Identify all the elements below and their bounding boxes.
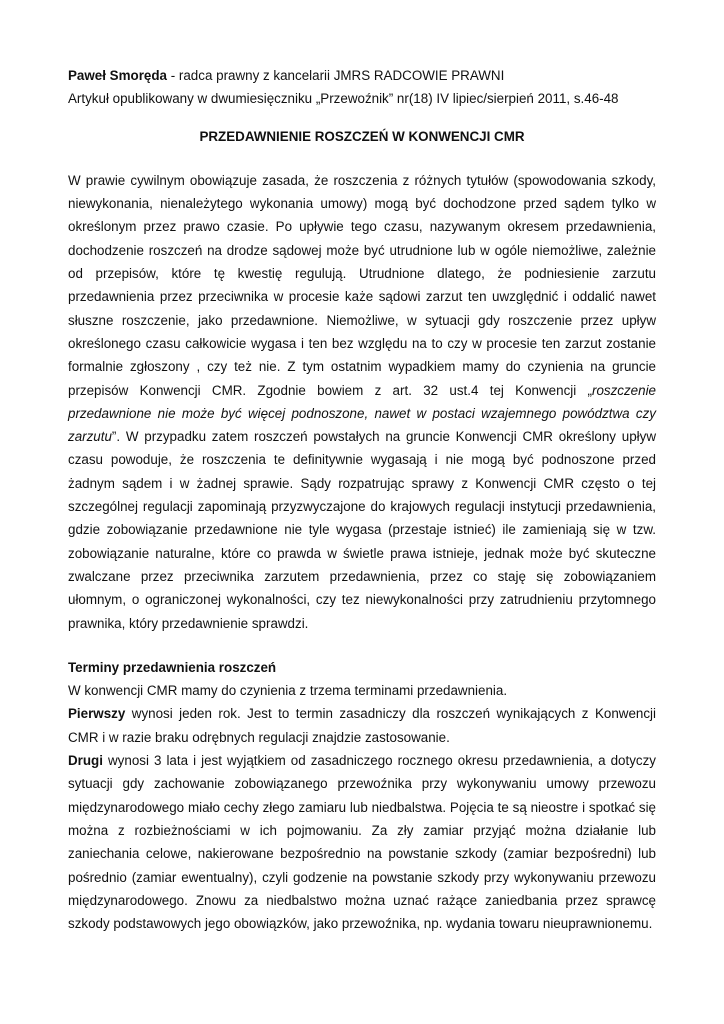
second-term-text: wynosi 3 lata i jest wyjątkiem od zasadniczego rocznego okresu przedawnienia, a dotyczy sytuacji gdy zachowanie zobowiązanego przewoźnika przy wykonywaniu umowy przewozu międzynarodowego miało cechy złego zamiaru lub niedbalstwa. Pojęcia te są nieostre i spotkać się można z rozbieżnościami w ich pojmowaniu. Za zły zamiar przyjąć można działanie lub zaniechania celowe, nakierowane bezpośrednio na powstanie szkody (zamiar bezpośredni) lub pośrednio (zamiar ewentualny), czyli godzenie na powstanie szkody przy wykonywaniu przewozu międzynarodowego. Znowu za niedbalstwo można uznać rażące zaniedbania przez sprawcę szkody podstawowych jego obowiązków, jako przewoźnika, np. wydania towaru nieuprawnionemu. [68,753,656,932]
first-term-text: wynosi jeden rok. Jest to termin zasadniczy dla roszczeń wynikających z Konwencji CMR i w razie braku odrębnych regulacji znajdzie zastosowanie. [68,706,656,745]
article-title: PRZEDAWNIENIE ROSZCZEŃ W KONWENCJI CMR [199,128,525,144]
section-heading: Terminy przedawnienia roszczeń [68,659,277,675]
intro-text-part2: ”. W przypadku zatem roszczeń powstałych na gruncie Konwencji CMR określony upływ czasu powoduje, że roszczenia te definitywnie wygasają i nie mogą być podnoszone przed żadnym sądem i w żadnej sprawie. Sądy rozpatrując sprawy z Konwencji CMR często o tej szczególnej regulacji zapominają przyzwyczajone do krajowych regulacji instytucji przedawnienia, gdzie zobowiązanie przedawnione nie tyle wygasa (przestaje istnieć) ile zamieniają się w tzw. zobowiązanie naturalne, które co prawda w świetle prawa istnieje, jednak może być skuteczne zwalczane przez przeciwnika zarzutem przedawnienia, przez co staję się zobowiązaniem ułomnym, o ograniczonej wykonalności, czy tez niewykonalności przy zatrudnieniu przytomnego prawnika, który przedawnienie sprawdzi. [68,429,656,631]
publication-info: Artykuł opublikowany w dwumiesięczniku „Przewoźnik” nr(18) IV lipiec/sierpień 2011, s.46-48 [68,91,619,107]
author-line [68,64,656,87]
document-content [68,64,656,935]
author-name: Paweł Smoręda [68,68,167,83]
intro-quote: roszczenie przedawnione nie może być więcej podnoszone, nawet w postaci wzajemnego powództwa czy zarzutu [68,382,656,445]
first-term-label: Pierwszy [68,706,126,722]
intro-paragraph [68,169,656,635]
second-term-label: Drugi [68,753,103,769]
intro-text-part1: W prawie cywilnym obowiązuje zasada, że roszczenia z różnych tytułów (spowodowania szkody, niewykonania, nienależytego wykonania umowy) mogą być dochodzone przed sądem tylko w określonym przez prawo czasie. Po upływie tego czasu, nazywanym okresem przedawnienia, dochodzenie roszczeń na drodze sądowej może być utrudnione lub w ogóle niemożliwe, zależnie od przepisów, które tę kwestię regulują. Utrudnione dlatego, że podniesienie zarzutu przedawnienia przez przeciwnika w procesie każe sądowi zarzut ten uwzględnić i oddalić nawet słuszne roszczenie, jako przedawnione. Niemożliwe, w sytuacji gdy roszczenie przez upływ określonego czasu całkowicie wygasa i ten bez względu na to czy w procesie ten zarzut zostanie formalnie zgłoszony , czy też nie. Z tym ostatnim wypadkiem mamy do czynienia na gruncie przepisów Konwencji CMR. Zgodnie bowiem z art. 32 ust.4 tej Konwencji „ [68,172,656,398]
second-term-paragraph [68,749,656,935]
author-role: - radca prawny z kancelarii JMRS RADCOWIE PRAWNI [167,68,505,83]
terms-intro: W konwencji CMR mamy do czynienia z trzema terminami przedawnienia. [68,683,508,699]
first-term-paragraph [68,702,656,749]
